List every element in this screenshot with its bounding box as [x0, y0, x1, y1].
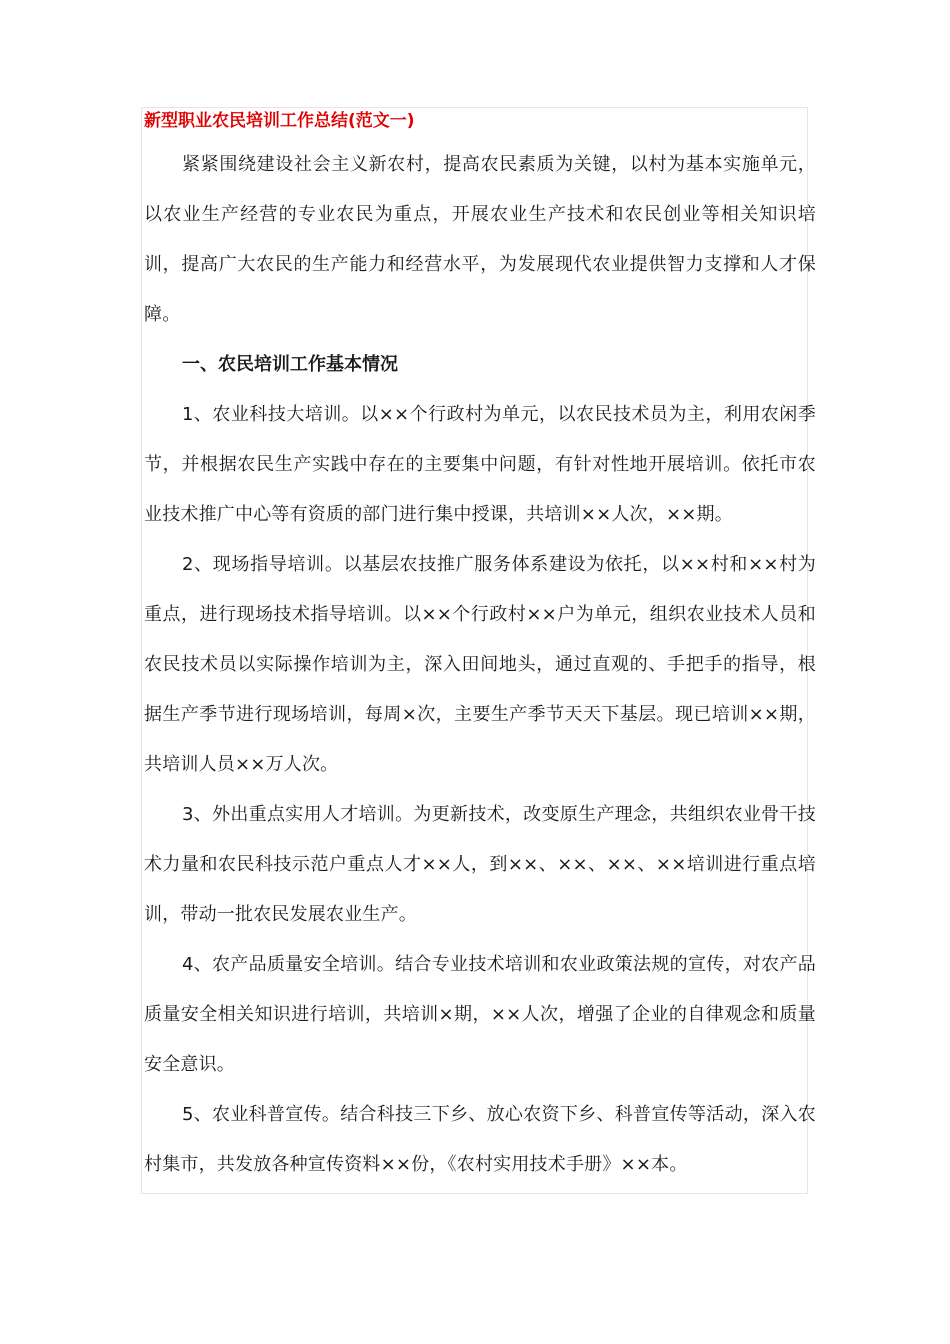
- document-body: [144, 108, 816, 1190]
- section-heading: 一、农民培训工作基本情况: [182, 354, 398, 375]
- item-paragraph-5: 5、农业科普宣传。结合科技三下乡、放心农资下乡、科普宣传等活动，深入农村集市，共发放各种宣传资料××份，《农村实用技术手册》××本。: [144, 1104, 816, 1175]
- intro-paragraph: 紧紧围绕建设社会主义新农村，提高农民素质为关键，以村为基本实施单元，以农业生产经营的专业农民为重点，开展农业生产技术和农民创业等相关知识培训，提高广大农民的生产能力和经营水平，为发展现代农业提供智力支撑和人才保障。: [144, 154, 816, 325]
- item-paragraph-3: 3、外出重点实用人才培训。为更新技术，改变原生产理念，共组织农业骨干技术力量和农民科技示范户重点人才××人，到××、××、××、××培训进行重点培训，带动一批农民发展农业生产。: [144, 804, 816, 925]
- item-paragraph-2: 2、现场指导培训。以基层农技推广服务体系建设为依托，以××村和××村为重点，进行现场技术指导培训。以××个行政村××户为单元，组织农业技术人员和农民技术员以实际操作培训为主，深入田间地头，通过直观的、手把手的指导，根据生产季节进行现场培训，每周×次，主要生产季节天天下基层。现已培训××期，共培训人员××万人次。: [144, 554, 816, 775]
- item-paragraph-1: 1、农业科技大培训。以××个行政村为单元，以农民技术员为主，利用农闲季节，并根据农民生产实践中存在的主要集中问题，有针对性地开展培训。依托市农业技术推广中心等有资质的部门进行集中授课，共培训××人次，××期。: [144, 404, 816, 525]
- document-title: 新型职业农民培训工作总结(范文一): [144, 111, 415, 131]
- item-paragraph-4: 4、农产品质量安全培训。结合专业技术培训和农业政策法规的宣传，对农产品质量安全相关知识进行培训，共培训×期，××人次，增强了企业的自律观念和质量安全意识。: [144, 954, 816, 1075]
